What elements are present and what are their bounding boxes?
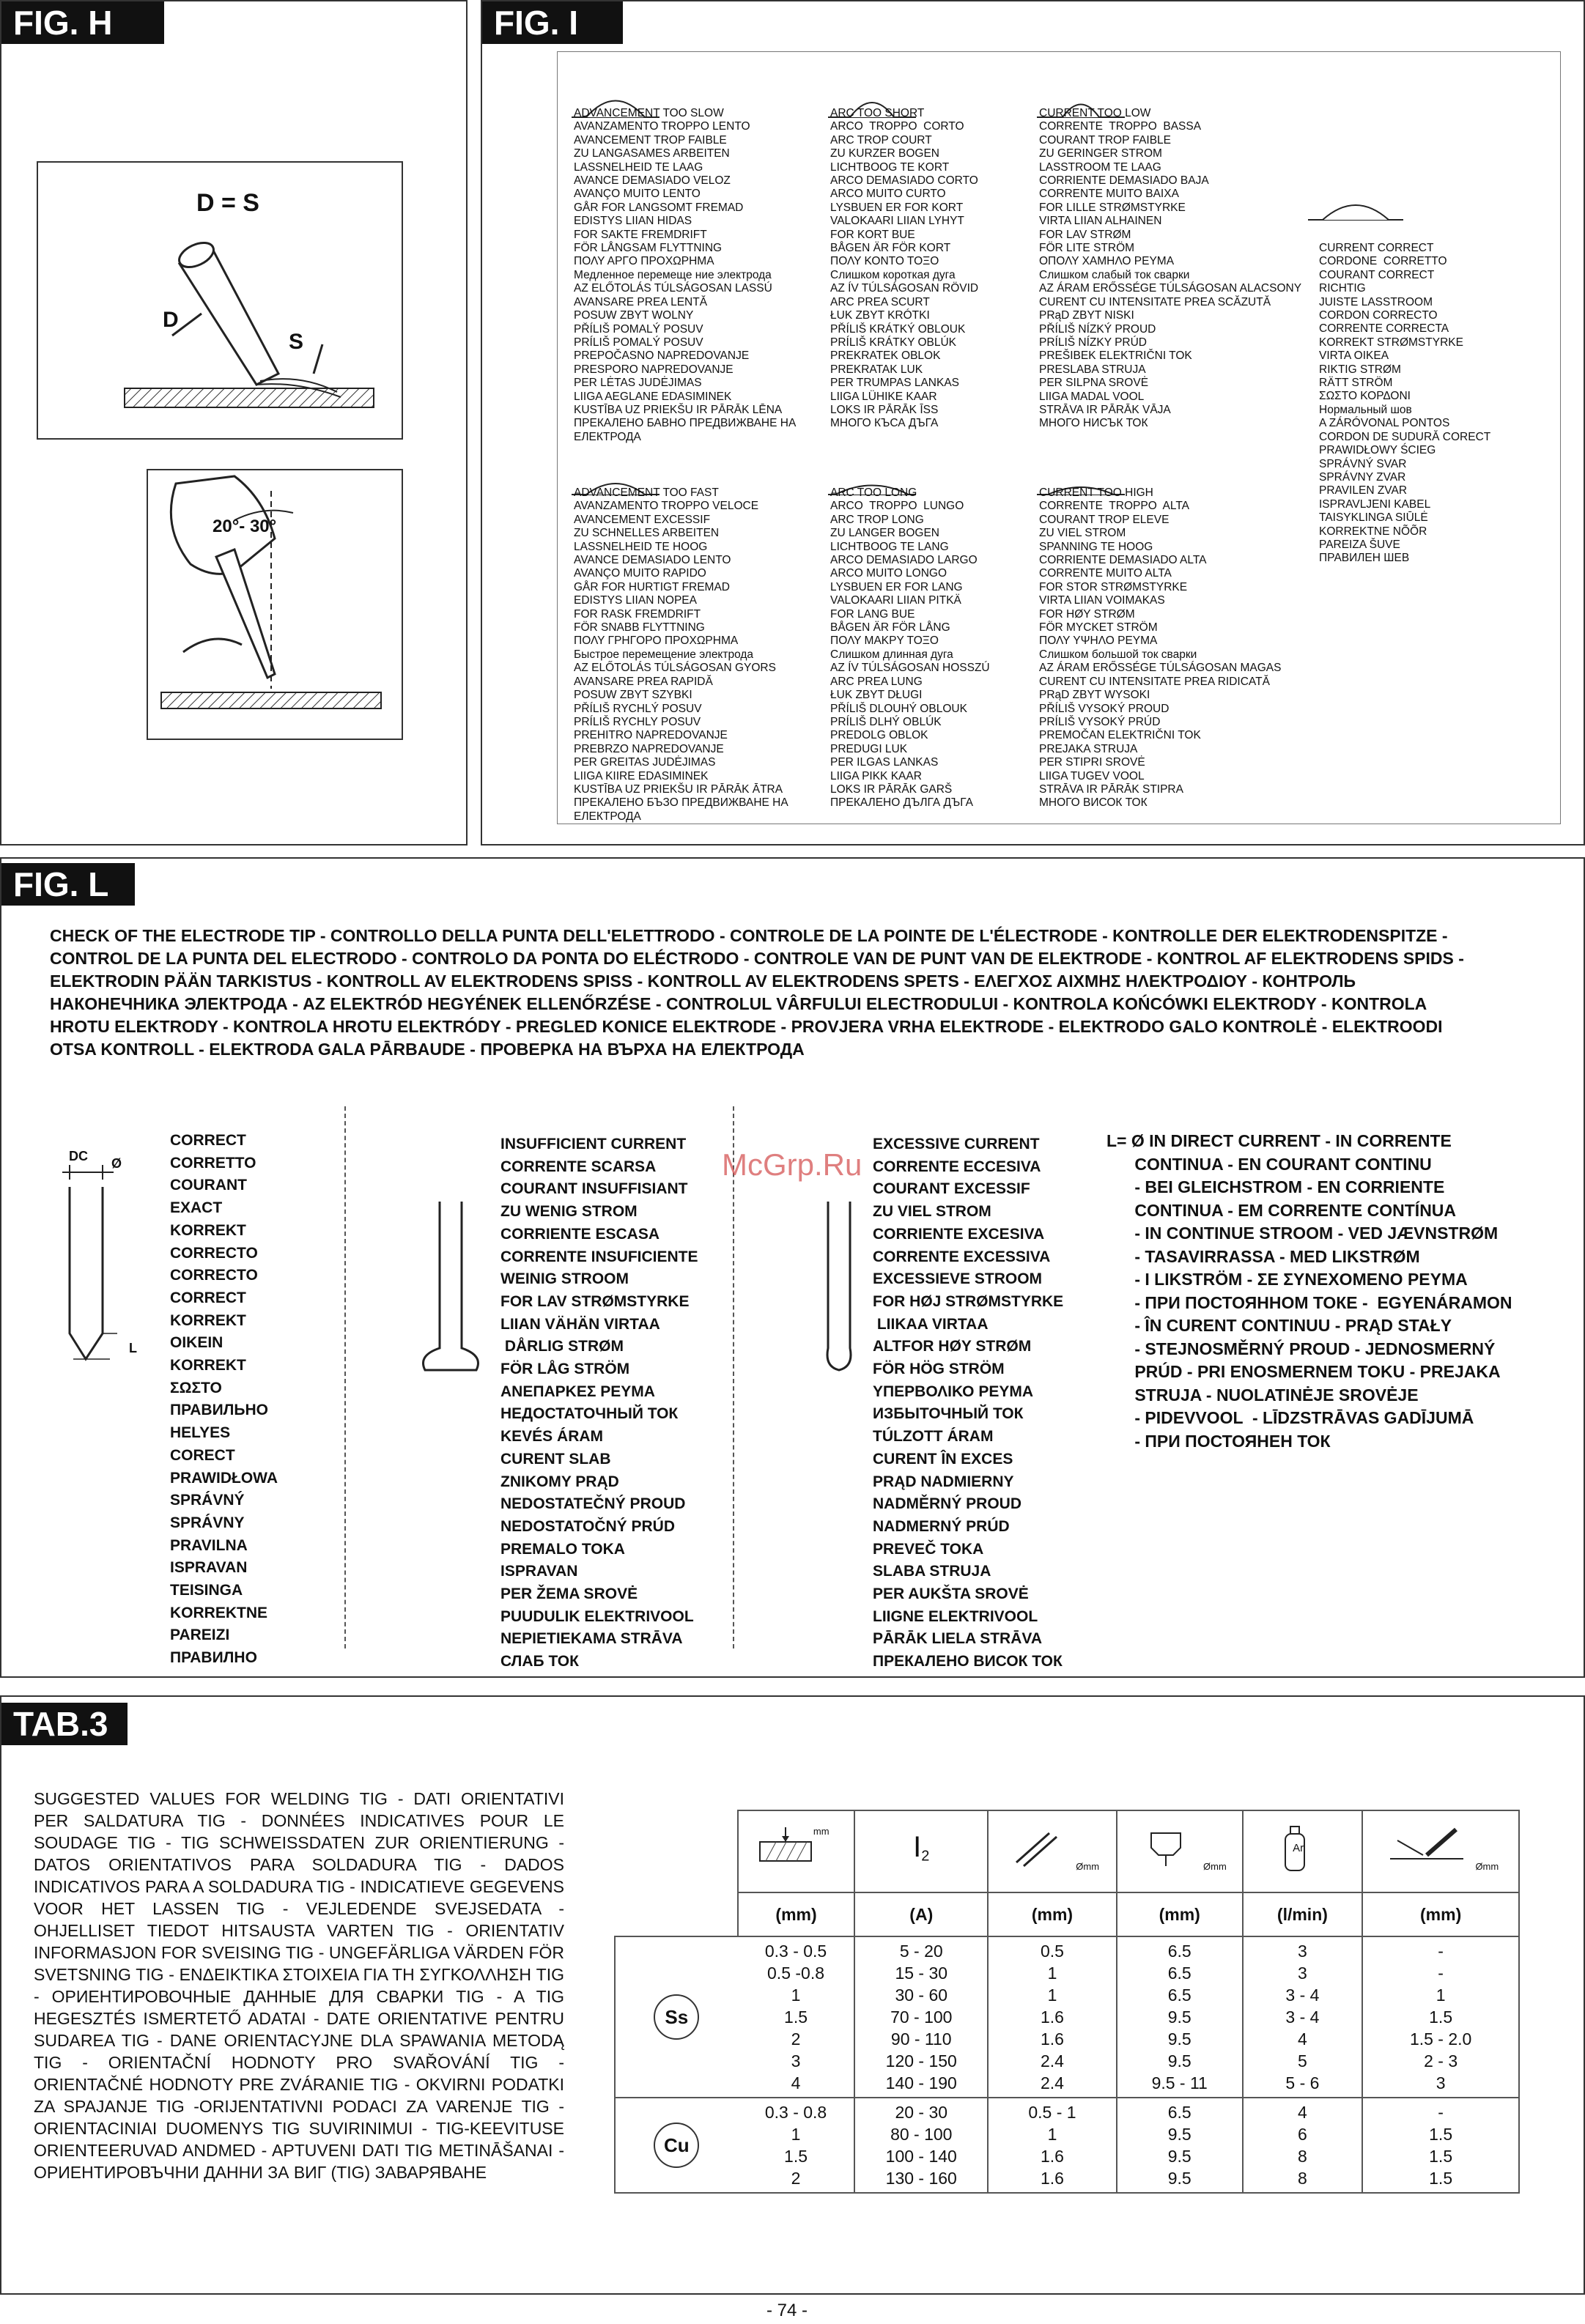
fig-i-arc-short: ARC TOO SHORT ARCO TROPPO CORTO ARC TROP COURT ZU KURZER BOGEN LICHTBOOG TE KORT ARCO DEMASIADO CORTO ARCO MUITO CURTO LYSBUEN ER FOR KORT VALOKAARI LIIAN LYHYT FOR KORT BUE BÅGEN ÄR FÖR KORT ΠΟΛΥ ΚΟΝΤΟ ΤΟΞΟ Слишком короткая дуга AZ ÍV TÚLSÁGOSAN RÖVID ARC PREA SCURT ŁUK ZBYT KRÓTKI PŘÍLIŠ KRÁTKÝ OBLOUK PRÍLIŠ KRÁTKY OBLÚK PREKRATEK OBLOK PREKRATAK LUK PER TRUMPAS LANKAS LIIGA LÜHIKE KAAR LOKS IR PĀRĀK ĪSS МНОГО КЪСА ДЪГА [830, 107, 979, 430]
value-cell: 0.5 1 1 1.6 1.6 2.4 2.4 [988, 1936, 1117, 2098]
heading-line: OTSA KONTROLL - ELEKTRODA GALA PĀRBAUDE - ПРОВЕРКА НА ВЪРХА НА ЕЛЕКТРОДА [50, 1040, 805, 1059]
nozzle-icon [1133, 1826, 1199, 1870]
value-cell: 6.5 9.5 9.5 9.5 [1117, 2098, 1243, 2193]
nozzle-header [1117, 1810, 1243, 1892]
tab3-title: TAB.3 [1, 1703, 128, 1745]
value-cell: 6.5 6.5 6.5 9.5 9.5 9.5 9.5 - 11 [1117, 1936, 1243, 2098]
current-subscript: 2 [921, 1848, 930, 1865]
correct-list: CORRECT CORRETTO COURANT EXACT KORREKT CORRECTO CORRECTO CORRECT KORREKT OIKEIN KORREKT ΣΩΣΤΟ ПРАВИЛЬНО HELYES CORECT PRAWIDŁOWA SPRÁVNÝ SPRÁVNY PRAVILNA ISPRAVAN TEISINGA KORREKTNE PAREIZI ПРАВИЛНО [170, 1132, 278, 1667]
fig-h-formula: D = S [196, 189, 259, 217]
page-number: - 74 - [766, 2301, 808, 2320]
fig-i-arc-long: ARC TOO LONG ARCO TROPPO LUNGO ARC TROP LONG ZU LANGER BOGEN LICHTBOOG TE LANG ARCO DEMASIADO LARGO ARCO MUITO LONGO LYSBUEN ER FOR LANG VALOKAARI LIIAN PITKÄ FOR LANG BUE BÅGEN ÄR FÖR LÅNG ΠΟΛΥ ΜΑΚΡΥ ΤΟΞΟ Слишком длинная дуга AZ ÍV TÚLSÁGOSAN HOSSZÚ ARC PREA LUNG ŁUK ZBYT DŁUGI PŘÍLIŠ DLOUHÝ OBLOUK PRÍLIŠ DLHÝ OBLÚK PREDOLG OBLOK PREDUGI LUK PER ILGAS LANKAS LIIGA PIKK KAAR LOKS IR PĀRĀK GARŠ ПРЕКАЛЕНО ДЪЛГА ДЪГА [830, 486, 990, 810]
material-badge: Cu [654, 2123, 699, 2168]
filler-rod-header [1362, 1810, 1519, 1892]
arrow-s [314, 344, 322, 374]
heading-line: НАКОНЕЧНИКА ЭЛЕКТРОДА - AZ ELEKTRÓD HEGYÉNEK ELLENŐRZÉSE - CONTROLUL VÂRFULUI ELECTRODULUI - KONTROLA KOŃCÓWKI ELEKTRODY - KONTROLA [50, 994, 1427, 1013]
fig-h-title: FIG. H [1, 1, 164, 44]
tab3-description: SUGGESTED VALUES FOR WELDING TIG - DATI ORIENTATIVI PER SALDATURA TIG - DONNÉES INDICATIVES POUR LE SOUDAGE TIG - TIG SCHWEISSDATEN ZUR ORIENTIERUNG - DATOS ORIENTATIVOS PARA SOLDADURA TIG - DADOS INDICATIVOS PARA A SOLDADURA TIG - INDICATIEVE GEGEVENS VOOR HET LASSEN TIG - VEJLEDENDE SVEJSEDATA - OHJELLISET TIEDOT HITSAUSTA VARTEN TIG - ORIENTATIV INFORMASJON FOR SVEISING TIG - UNGEFÄRLIGA VÄRDEN FÖR SVETSNING TIG - ΕΝΔΕΙΚΤΙΚΑ ΣΤΟΙΧΕΙΑ ΓΙΑ ΤΗ ΣΥΓΚΟΛΛΗΣΗ TIG - ОРИЕНТИРОВОЧНЫЕ ДАННЫЕ ДЛЯ СВАРКИ TIG - A TIG HEGESZTÉS ISMERTETŐ ADATAI - DATE ORIENTATIVE PENTRU SUDAREA TIG - DANE ORIENTACYJNE DLA SPAWANIA METODĄ TIG - ORIENTAČNÍ HODNOTY PRO SVAŘOVÁNÍ TIG - ORIENTAČNÉ HODNOTY PRE ZVÁRANIE TIG - OKVIRNI PODATKI ZA SPAJANJE TIG -ORIJENTATIVNI PODACI ZA VARENJE TIG -ORIENTACINIAI DUOMENYS TIG SUVIRINIMUI - TIG-KEEVITUSE ORIENTEERUVAD ANDMED - APTUVENI DATI TIG METINĀŠANAI - ОРИЕНТИРОВЪЧНИ ДАННИ ЗА ВИГ (TIG) ЗАВАРЯВАНЕ [34, 1789, 564, 2182]
unit-cell: (mm) [1117, 1892, 1243, 1936]
workpiece [161, 692, 381, 708]
electrode-correct [62, 1165, 117, 1359]
electrode-diameter-header [988, 1810, 1117, 1892]
value-cell: - 1.5 1.5 1.5 [1362, 2098, 1519, 2193]
divider [733, 1106, 734, 1648]
bead-correct [1308, 205, 1403, 220]
heading-line: HROTU ELEKTRODY - KONTROLA HROTU ELEKTRÓDY - PREGLED KONICE ELEKTRODE - PROVJERA VRHA ELEKTRODE - ELEKTRODO GALO KONTROLĖ - ELEKTROODI [50, 1017, 1443, 1036]
material-cell [615, 1936, 738, 2098]
fig-i-current-correct: CURRENT CORRECT CORDONE CORRETTO COURANT CORRECT RICHTIG JUISTE LASSTROOM CORDON CORRECTO CORRENTE CORRECTA KORREKT STRØMSTYRKE VIRTA OIKEA RIKTIG STRØM RÄTT STRÖM ΣΩΣΤΟ ΚΟΡΔΟΝΙ Нормальный шов A ZÁRÓVONAL PONTOS CORDON DE SUDURĂ CORECT PRAWIDŁOWY ŚCIEG SPRÁVNÝ SVAR SPRÁVNY ZVAR PRAVILEN ZVAR ISPRAVLJENI KABEL TAISYKLINGA SIŪLĖ KORREKTNE NÕÕR PAREIZA ŠUVE ПРАВИЛЕН ШЕВ [1319, 242, 1491, 565]
material-badge: Ss [654, 1994, 699, 2040]
icon-header-row [615, 1810, 1519, 1892]
argon-label: Ar [1293, 1841, 1304, 1854]
thickness-unit: mm [813, 1825, 830, 1837]
fig-i-title: FIG. I [482, 1, 623, 44]
value-cell: 3 3 3 - 4 3 - 4 4 5 5 - 6 [1243, 1936, 1363, 2098]
fig-l-title: FIG. L [1, 863, 135, 906]
insufficient-current-list: INSUFFICIENT CURRENT CORRENTE SCARSA COURANT INSUFFISIANT ZU WENIG STROM CORRIENTE ESCASA CORRENTE INSUFICIENTE WEINIG STROOM FOR LAV STRØMSTYRKE LIIAN VÄHÄN VIRTAA DÅRLIG STRØM FÖR LÅG STRÖM ΑΝΕΠΑΡΚΕΣ ΡΕΥΜΑ НЕДОСТАТОЧНЫЙ ТОК KEVÉS ÁRAM CURENT SLAB ZNIKOMY PRĄD NEDOSTATEČNÝ PROUD NEDOSTATOČNÝ PRÚD PREMALO TOKA ISPRAVAN PER ŽEMA SROVĖ PUUDULIK ELEKTRIVOOL NEPIETIEKAMA STRĀVA СЛАБ ТОК [500, 1136, 698, 1670]
divider [344, 1106, 346, 1648]
value-cell: 20 - 30 80 - 100 100 - 140 130 - 160 [854, 2098, 988, 2193]
electrode-body [180, 249, 278, 385]
material-cell [615, 2098, 738, 2193]
unit-cell: (mm) [988, 1892, 1117, 1936]
unit-row [615, 1892, 1519, 1936]
tig-values-table [614, 1810, 1520, 2194]
value-cell: - - 1 1.5 1.5 - 2.0 2 - 3 3 [1362, 1936, 1519, 2098]
heading-line: CHECK OF THE ELECTRODE TIP - CONTROLLO DELLA PUNTA DELL'ELETTRODO - CONTROLE DE LA POINTE DE L'ÉLECTRODE - KONTROLLE DER ELEKTRODENSPITZE - [50, 926, 1448, 945]
electrode-angle-illustration [37, 161, 403, 440]
thickness-icon [753, 1826, 819, 1870]
value-cell: 4 6 8 8 [1243, 2098, 1363, 2193]
torch-angle-illustration [147, 469, 403, 740]
electrode-insufficient [424, 1202, 479, 1370]
electrode-diameter-icon [1005, 1826, 1071, 1870]
electrode-diameter-unit: Ømm [1076, 1860, 1100, 1872]
current-symbol: I [913, 1830, 922, 1863]
direct-current-note: L= Ø IN DIRECT CURRENT - IN CORRENTE CONTINUA - EN COURANT CONTINU - BEI GLEICHSTROM - EN CORRIENTE CONTINUA - EM CORRENTE CONTÍNUA - IN CONTINUE STROOM - VED JÆVNSTRØM - TASAVIRRASSA - MED LIKSTRØM - I LIKSTRÖM - ΣΕ ΣΥΝΕΧΟΜΕΝΟ ΡΕΥΜΑ - ПРИ ПОСТОЯННОМ ТОКЕ - EGYENÁRAMON - ÎN CURENT CONTINUU - PRĄD STAŁY - STEJNOSMĚRNÝ PROUD - JEDNOSMERNÝ PRÚD - PRI ENOSMERNEM TOKU - PREJAKA STRUJA - NUOLATINĖJE SROVĖJE - PIDEVVOOL - LĪDZSTRĀVAS GADĪJUMĀ - ПРИ ПОСТОЯНЕН ТОК [1106, 1131, 1512, 1451]
copper-group [615, 2098, 1519, 2193]
watermark: McGrp.Ru [722, 1147, 862, 1182]
current-header [854, 1810, 988, 1892]
nozzle-unit: Ømm [1203, 1860, 1227, 1872]
value-cell: 0.3 - 0.5 0.5 -0.8 1 1.5 2 3 4 [738, 1936, 855, 2098]
value-cell: 0.5 - 1 1 1.6 1.6 [988, 2098, 1117, 2193]
filler-rod-unit: Ømm [1475, 1860, 1499, 1872]
label-s: S [289, 330, 304, 354]
filler-rod-icon [1383, 1826, 1471, 1870]
value-cell: 0.3 - 0.8 1 1.5 2 [738, 2098, 855, 2193]
unit-cell: (mm) [738, 1892, 855, 1936]
excessive-current-list: EXCESSIVE CURRENT CORRENTE ECCESIVA COURANT EXCESSIF ZU VIEL STROM CORRIENTE EXCESIVA CORRENTE EXCESSIVA EXCESSIEVE STROOM FOR HØJ STRØMSTYRKE LIIKAA VIRTAA ALTFOR HØY STRØM FÖR HÖG STRÖM ΥΠΕΡΒΟΛΙΚΟ ΡΕΥΜΑ ИЗБЫТОЧНЫЙ ТОК TÚLZOTT ÁRAM CURENT ÎN EXCES PRĄD NADMIERNY NADMĚRNÝ PROUD NADMERNÝ PRÚD PREVEČ TOKA SLABA STRUJA PER AUKŠTA SROVĖ LIIGNE ELEKTRIVOOL PĀRĀK LIELA STRĀVA ПРЕКАЛЕНО ВИСОК ТОК [873, 1136, 1064, 1670]
unit-cell: (mm) [1362, 1892, 1519, 1936]
fig-i-current-low: CURRENT TOO LOW CORRENTE TROPPO BASSA COURANT TROP FAIBLE ZU GERINGER STROM LASSTROOM TE LAAG CORRIENTE DEMASIADO BAJA CORRENTE MUITO BAIXA FOR LILLE STRØMSTYRKE VIRTA LIIAN ALHAINEN FOR LAV STRØM FÖR LITE STRÖM ΟΠΟΛΥ ΧΑΜΗΛΟ ΡΕΥΜΑ Слишком слабый ток сварки AZ ÁRAM ERŐSSÉGE TÚLSÁGOSAN ALACSONY CURENT CU INTENSITATE PREA SCĂZUTĂ PRąD ZBYT NISKI PŘÍLIŠ NÍZKÝ PROUD PRÍLIŠ NÍZKY PRÚD PREŠIBEK ELEKTRIČNI TOK PRESLABA STRUJA PER SILPNA SROVĖ LIIGA MADAL VOOL STRĀVA IR PĀRĀK VĀJA МНОГО НИСЪК ТОК [1039, 107, 1302, 430]
fig-i-advancement-fast: ADVANCEMENT TOO FAST AVANZAMENTO TROPPO VELOCE AVANCEMENT EXCESSIF ZU SCHNELLES ARBEITEN LASSNELHEID TE HOOG AVANCE DEMASIADO LENTO AVANÇO MUITO RAPIDO GÅR FOR HURTIGT FREMAD EDISTYS LIIAN NOPEA FOR RASK FREMDRIFT FÖR SNABB FLYTTNING ΠΟΛΥ ΓΡΗΓΟΡΟ ΠΡΟΧΩΡΗΜΑ Быстрое перемещение электрода AZ ELŐTOLÁS TÚLSÁGOSAN GYORS AVANSARE PREA RAPIDĂ POSUW ZBYT SZYBKI PŘÍLIŠ RYCHLÝ POSUV PRÍLIŠ RYCHLY POSUV PREHITRO NAPREDOVANJE PREBRZO NAPREDOVANJE PER GREITAS JUDĖJIMAS LIIGA KIIRE EDASIMINEK KUSTĪBA UZ PRIEKŠU IR PĀRĀK ĀTRA ПРЕКАЛЕНО БЪЗО ПРЕДВИЖВАНЕ НА ЕЛЕКТРОДА [574, 486, 788, 823]
value-cell: 5 - 20 15 - 30 30 - 60 70 - 100 90 - 110 120 - 150 140 - 190 [854, 1936, 988, 2098]
fig-i-current-high: CURRENT TOO HIGH CORRENTE TROPPO ALTA COURANT TROP ELEVE ZU VIEL STROM SPANNING TE HOOG CORRIENTE DEMASIADO ALTA CORRENTE MUITO ALTA FOR STOR STRØMSTYRKE VIRTA LIIAN VOIMAKAS FOR HØY STRØM FÖR MYCKET STRÖM ΠΟΛΥ ΥΨΗΛΟ ΡΕΥΜΑ Слишком большой ток сварки AZ ÁRAM ERŐSSÉGE TÚLSÁGOSAN MAGAS CURENT CU INTENSITATE PREA RIDICATĂ PRąD ZBYT WYSOKI PŘÍLIŠ VYSOKÝ PROUD PRÍLIŠ VYSOKÝ PRÚD PREMOČAN ELEKTRIČNI TOK PREJAKA STRUJA PER STIPRI SROVĖ LIIGA TUGEV VOOL STRĀVA IR PĀRĀK STIPRA МНОГО ВИСОК ТОК [1039, 486, 1282, 810]
electrode-excessive [827, 1202, 851, 1370]
angle-label: 20°- 30° [213, 517, 277, 536]
label-phi: Ø [111, 1156, 122, 1171]
heading-line: CONTROL DE LA PUNTA DEL ELECTRODO - CONTROLO DA PONTA DO ELÉCTRODO - CONTROLE VAN DE PUNT VAN DE ELEKTRODE - KONTROL AF ELEKTRODENS SPIDS - [50, 949, 1464, 968]
unit-cell: (A) [854, 1892, 988, 1936]
gas-header [1243, 1810, 1363, 1892]
unit-cell: (l/min) [1243, 1892, 1363, 1936]
fig-i-advancement-slow: ADVANCEMENT TOO SLOW AVANZAMENTO TROPPO LENTO AVANCEMENT TROP FAIBLE ZU LANGASAMES ARBEITEN LASSNELHEID TE LAAG AVANCE DEMASIADO VELOZ AVANÇO MUITO LENTO GÅR FOR LANGSOMT FREMAD EDISTYS LIIAN HIDAS FOR SAKTE FREMDRIFT FÖR LÅNGSAM FLYTTNING ΠΟΛΥ ΑΡΓΟ ΠΡΟΧΩΡΗΜΑ Медленное перемеще ние электрода AZ ELŐTOLÁS TÚLSÁGOSAN LASSÚ AVANSARE PREA LENTĂ POSUW ZBYT WOLNY PŘÍLIŠ POMALÝ POSUV PRÍLIŠ POMALÝ POSUV PREPOČASNO NAPREDOVANJE PRESPORO NAPREDOVANJE PER LĖTAS JUDĖJIMAS LIIGA AEGLANE EDASIMINEK KUSTĪBA UZ PRIEKŠU IR PĀRĀK LĒNA ПРЕКАЛЕНО БАВНО ПРЕДВИЖВАНЕ НА ЕЛЕКТРОДА [574, 107, 797, 443]
thickness-header [738, 1810, 855, 1892]
label-l: L [129, 1341, 137, 1355]
heading-line: ELEKTRODIN PÄÄN TARKISTUS - KONTROLL AV ELEKTRODENS SPISS - KONTROLL AV ELEKTRODENS SPETS - ΕΛΕΓΧΟΣ ΑΙΧΜΗΣ ΗΛΕΚΤΡΟΔΙΟΥ - КОНТРОЛЬ [50, 972, 1356, 991]
label-dc: DC [69, 1149, 88, 1163]
label-d: D [163, 308, 179, 332]
torch-body [216, 549, 275, 678]
stainless-steel-group [615, 1936, 1519, 2098]
tilt-arrow [183, 639, 242, 652]
